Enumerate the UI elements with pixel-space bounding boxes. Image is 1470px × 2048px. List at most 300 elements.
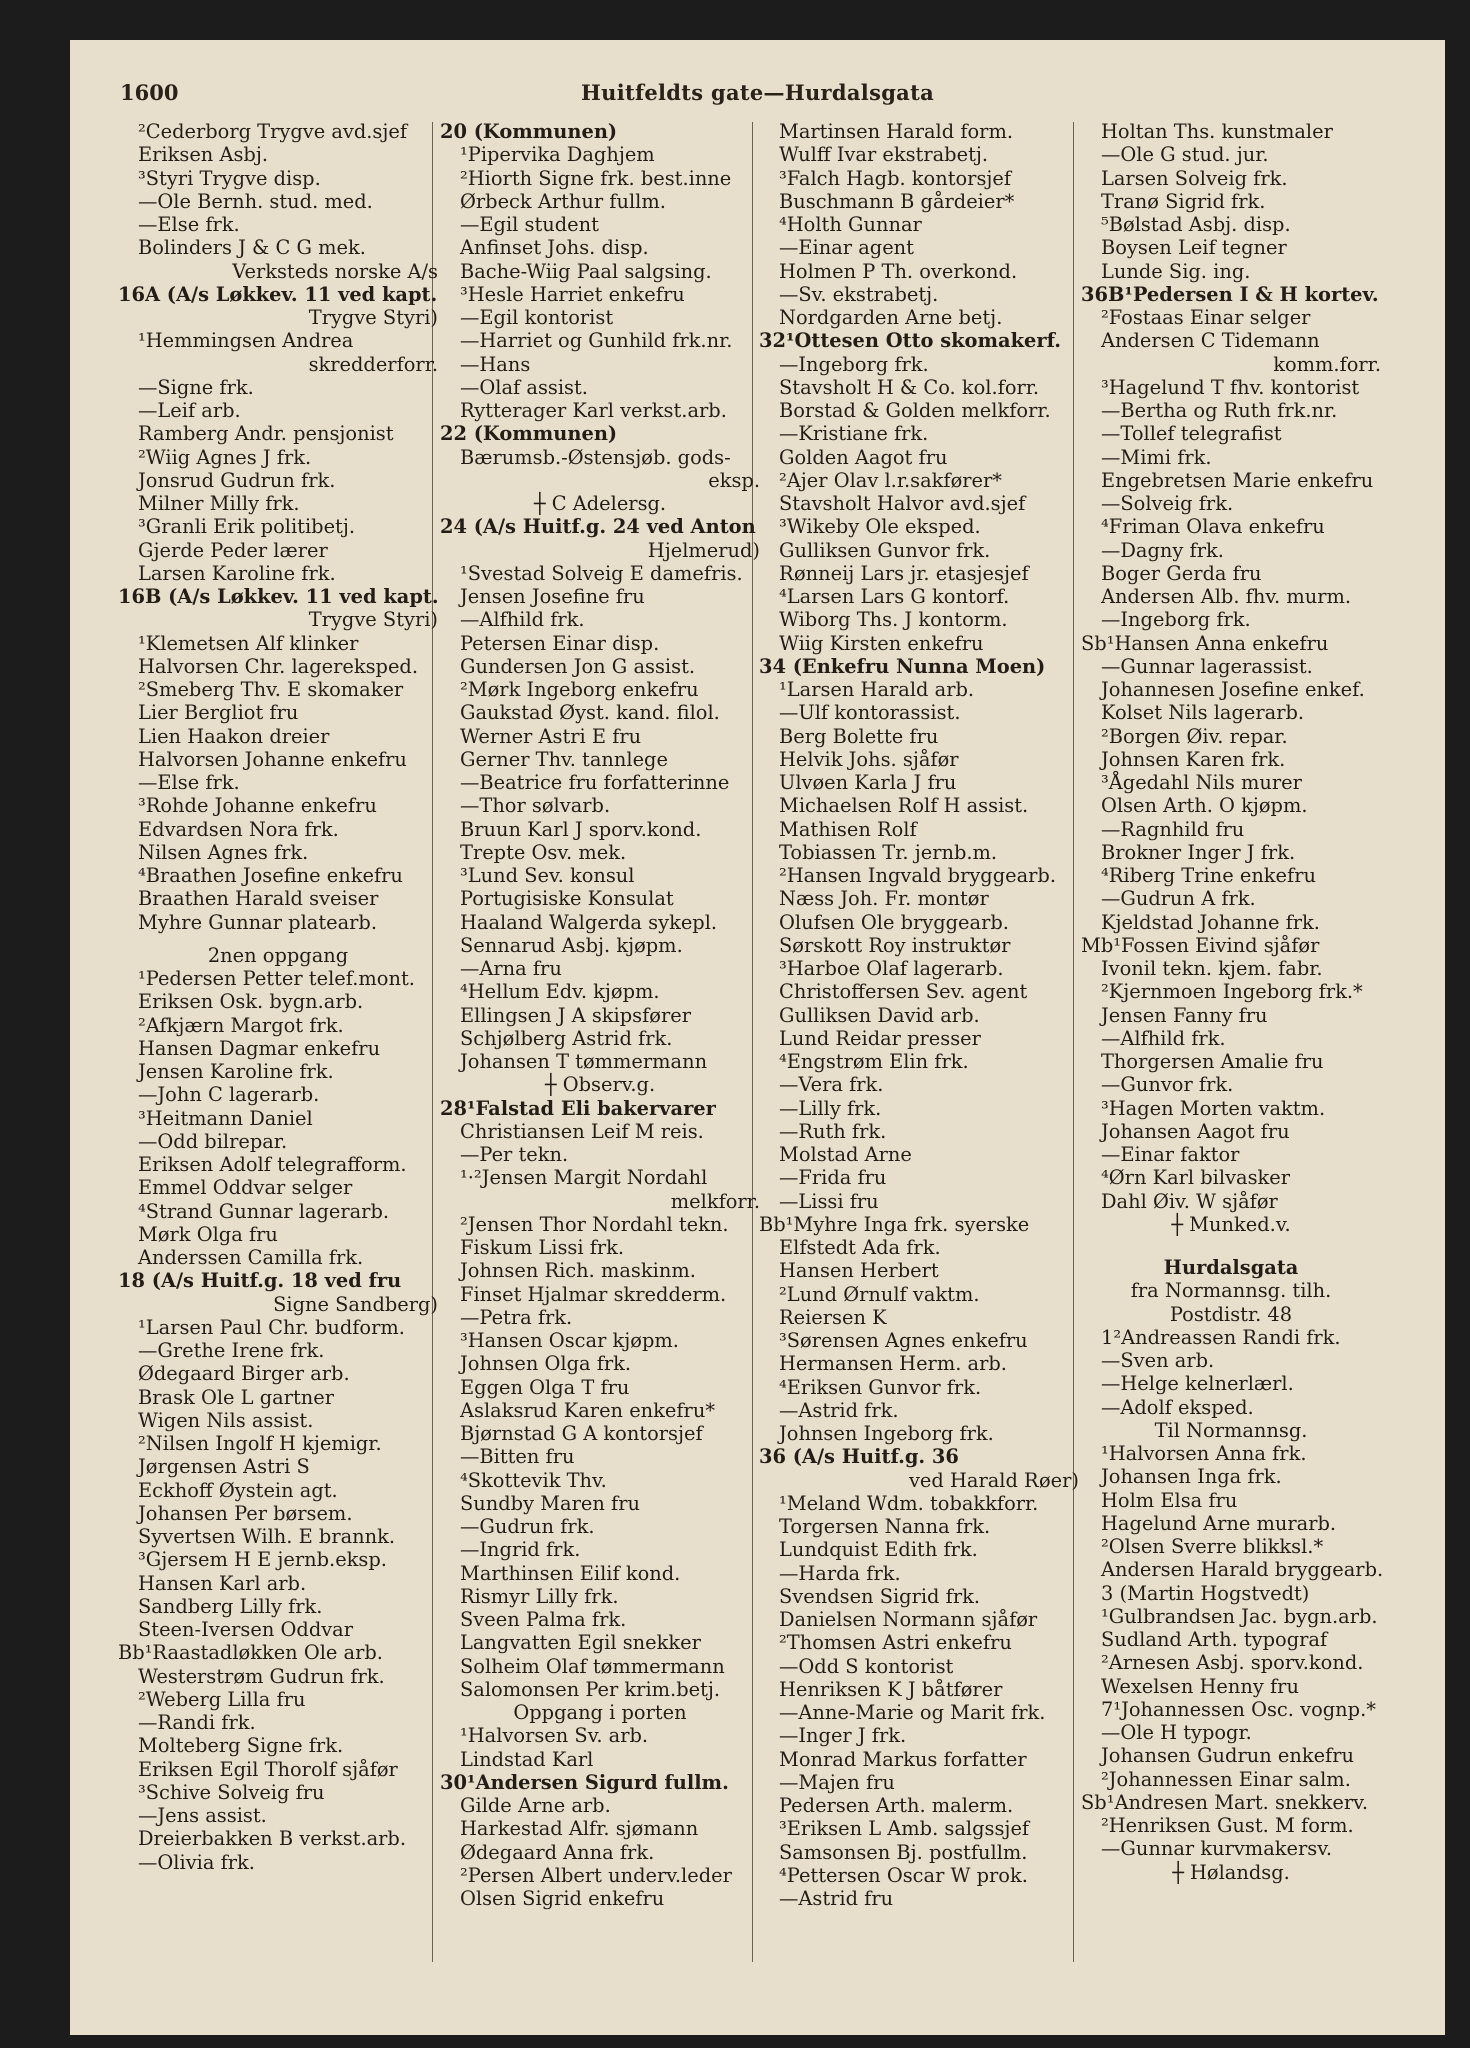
directory-entry: Signe Sandberg)	[273, 1292, 438, 1316]
directory-entry: —Einar faktor	[1101, 1143, 1240, 1166]
directory-entry: Johansen Inga frk.	[1101, 1465, 1282, 1489]
directory-entry: Reiersen K	[779, 1305, 887, 1329]
directory-entry: —Randi frk.	[138, 1711, 256, 1734]
spacer	[1081, 1246, 1381, 1256]
directory-entry: —Jens assist.	[138, 1804, 267, 1827]
directory-entry: Berg Bolette fru	[779, 724, 939, 748]
directory-entry: Westerstrøm Gudrun frk.	[138, 1664, 385, 1688]
directory-entry: ³Schive Solveig fru	[138, 1780, 325, 1804]
directory-entry: Hansen Karl arb.	[138, 1571, 307, 1595]
directory-entry: Hansen Dagmar enkefru	[138, 1036, 381, 1060]
directory-entry: Christoffersen Sev. agent	[779, 980, 1028, 1004]
directory-entry: Anfinset Johs. disp.	[460, 236, 649, 260]
directory-entry: Aslaksrud Karen enkefru*	[460, 1398, 716, 1422]
directory-entry: ⁴Larsen Lars G kontorf.	[779, 585, 1010, 608]
directory-entry: ⁴Engstrøm Elin frk.	[779, 1050, 969, 1073]
directory-entry: —Anne-Marie og Marit frk.	[779, 1701, 1046, 1724]
directory-entry: Lund Reidar presser	[779, 1026, 981, 1050]
directory-entry: —Olivia frk.	[138, 1850, 255, 1874]
directory-entry: Molstad Arne	[779, 1143, 912, 1166]
directory-entry: Danielsen Normann sjåfør	[779, 1608, 1038, 1631]
directory-entry: Olufsen Ole bryggearb.	[779, 910, 1009, 934]
directory-entry: —Sv. ekstrabetj.	[779, 282, 939, 306]
directory-entry: ²Wiig Agnes J frk.	[138, 445, 312, 469]
directory-entry: Trygve Styri)	[308, 306, 438, 329]
directory-entry: Holmen P Th. overkond.	[779, 259, 1018, 283]
directory-entry: Sb¹Hansen Anna enkefru	[1081, 631, 1329, 655]
directory-entry: Oppgang i porten	[513, 1701, 687, 1724]
directory-entry: Larsen Karoline frk.	[138, 561, 336, 585]
directory-entry: Lier Bergliot fru	[138, 701, 299, 725]
directory-entry: —Bitten fru	[460, 1445, 575, 1469]
directory-entry: Stavsholt Halvor avd.sjef	[779, 492, 1026, 515]
directory-entry: Lindstad Karl	[460, 1747, 594, 1771]
directory-entry: Hermansen Herm. arb.	[779, 1352, 1007, 1376]
directory-entry: Brask Ole L gartner	[138, 1385, 334, 1409]
directory-entry: ²Afkjærn Margot frk.	[138, 1013, 344, 1037]
directory-entry: ³Heitmann Daniel	[138, 1106, 313, 1130]
spacer	[118, 934, 438, 944]
directory-entry: ⁴Skottevik Thv.	[460, 1468, 607, 1492]
directory-entry: ¹Larsen Paul Chr. budform.	[138, 1315, 405, 1339]
directory-entry: —Leif arb.	[138, 399, 241, 422]
directory-entry: Henriksen K J båtfører	[779, 1677, 1003, 1701]
directory-entry: ⁴Braathen Josefine enkefru	[138, 864, 403, 887]
directory-entry: ¹Halvorsen Anna frk.	[1101, 1442, 1307, 1465]
directory-entry: —Frida fru	[779, 1166, 887, 1190]
directory-entry: Rismyr Lilly frk.	[460, 1584, 619, 1608]
directory-entry: Wexelsen Henny fru	[1101, 1674, 1299, 1698]
directory-entry: —Ole G stud. jur.	[1101, 143, 1269, 167]
directory-entry: Dahl Øiv. W sjåfør	[1101, 1189, 1278, 1213]
directory-entry: —Lilly frk.	[779, 1096, 882, 1120]
directory-entry: Trygve Styri)	[308, 608, 438, 632]
directory-entry: —Sven arb.	[1101, 1349, 1215, 1372]
directory-entry: fra Normannsg. tilh.	[1130, 1279, 1332, 1303]
directory-entry: Bruun Karl J sporv.kond.	[460, 817, 702, 841]
directory-entry: Ørbeck Arthur fullm.	[460, 189, 666, 213]
directory-entry: 1²Andreassen Randi frk.	[1101, 1325, 1341, 1349]
directory-entry: ¹·²Jensen Margit Nordahl	[460, 1166, 708, 1190]
directory-entry: —Ole Bernh. stud. med.	[138, 189, 373, 213]
directory-entry: Jørgensen Astri S	[138, 1455, 310, 1479]
directory-entry: —Grethe Irene frk.	[138, 1339, 325, 1362]
directory-entry: Lundquist Edith frk.	[779, 1538, 978, 1562]
directory-entry: Andersen Alb. fhv. murm.	[1101, 585, 1352, 608]
directory-entry: Gundersen Jon G assist.	[460, 654, 696, 678]
directory-entry: Kolset Nils lagerarb.	[1101, 701, 1305, 725]
directory-entry: Nordgarden Arne betj.	[779, 306, 1003, 329]
directory-entry: Sveen Palma frk.	[460, 1608, 627, 1631]
directory-entry: Steen-Iversen Oddvar	[138, 1618, 354, 1641]
directory-entry: Sørskott Roy instruktør	[779, 933, 1011, 957]
directory-entry: ¹Svestad Solveig E damefris.	[460, 561, 743, 585]
directory-entry: Christiansen Leif M reis.	[460, 1119, 704, 1143]
directory-entry: Wulff Ivar ekstrabetj.	[779, 143, 989, 167]
directory-entry: Gulliksen David arb.	[779, 1003, 980, 1027]
directory-entry: ²Weberg Lilla fru	[138, 1687, 306, 1711]
directory-entry: Holtan Ths. kunstmaler	[1101, 120, 1333, 143]
directory-entry: 30¹Andersen Sigurd fullm.	[440, 1770, 729, 1794]
directory-entry: Sennarud Asbj. kjøpm.	[460, 933, 683, 957]
directory-entry: Emmel Oddvar selger	[138, 1176, 353, 1200]
directory-entry: Monrad Markus forfatter	[779, 1747, 1027, 1771]
directory-entry: ┼ C Adelersg.	[533, 492, 667, 515]
directory-entry: Eriksen Adolf telegrafform.	[138, 1153, 407, 1176]
directory-entry: ³Harboe Olaf lagerarb.	[779, 957, 1004, 980]
directory-entry: Eriksen Asbj.	[138, 143, 268, 167]
directory-entry: —Gunvor frk.	[1101, 1073, 1234, 1097]
directory-entry: 32¹Ottesen Otto skomakerf.	[759, 329, 1061, 353]
directory-entry: Wiborg Ths. J kontorm.	[779, 608, 1008, 632]
directory-entry: ⁴Friman Olava enkefru	[1101, 515, 1325, 539]
directory-entry: Eckhoff Øystein agt.	[138, 1478, 338, 1502]
directory-entry: Lunde Sig. ing.	[1101, 259, 1251, 283]
directory-entry: —Alfhild frk.	[1101, 1026, 1226, 1050]
directory-entry: Petersen Einar disp.	[460, 631, 660, 655]
directory-entry: Trepte Osv. mek.	[460, 840, 627, 864]
directory-column-2	[440, 120, 760, 1910]
directory-entry: —Helge kelnerlærl.	[1101, 1372, 1294, 1396]
directory-entry: Andersen Harald bryggearb.	[1101, 1558, 1384, 1582]
directory-entry: —Einar agent	[779, 236, 914, 260]
directory-entry: ┼ Observ.g.	[544, 1073, 656, 1097]
directory-entry: ³Hesle Harriet enkefru	[460, 282, 685, 306]
directory-entry: ³Granli Erik politibetj.	[138, 515, 356, 539]
directory-entry: Næss Joh. Fr. montør	[779, 887, 989, 911]
directory-entry: —Inger J frk.	[779, 1724, 907, 1748]
directory-entry: Werner Astri E fru	[460, 724, 642, 748]
directory-entry: Rønneij Lars jr. etasjesjef	[779, 561, 1029, 585]
directory-entry: ²Lund Ørnulf vaktm.	[779, 1282, 980, 1306]
directory-entry: ²Borgen Øiv. repar.	[1101, 724, 1288, 748]
directory-entry: ²Persen Albert underv.leder	[460, 1863, 732, 1887]
directory-entry: —Dagny frk.	[1101, 538, 1224, 562]
directory-entry: —Tollef telegrafist	[1101, 422, 1282, 446]
directory-entry: Ødegaard Birger arb.	[138, 1362, 350, 1386]
directory-entry: Andersen C Tidemann	[1101, 329, 1320, 353]
page-header	[120, 80, 1395, 110]
directory-entry: Bb¹Raastadløkken Ole arb.	[118, 1641, 383, 1665]
directory-entry: Portugisiske Konsulat	[460, 887, 674, 911]
directory-entry: Lien Haakon dreier	[138, 724, 330, 748]
directory-entry: ²Ajer Olav l.r.sakfører*	[779, 468, 1002, 492]
directory-entry: skredderforr.	[308, 352, 438, 376]
directory-entry: ²Mørk Ingeborg enkefru	[460, 678, 699, 701]
directory-entry: Sundby Maren fru	[460, 1491, 640, 1515]
directory-entry: Ulvøen Karla J fru	[779, 771, 957, 794]
directory-entry: Buschmann B gårdeier*	[779, 189, 1015, 213]
directory-entry: ²Nilsen Ingolf H kjemigr.	[138, 1432, 382, 1455]
directory-entry: —Kristiane frk.	[779, 422, 929, 446]
directory-entry: —Ole H typogr.	[1101, 1721, 1252, 1744]
directory-entry: komm.forr.	[1273, 352, 1381, 376]
directory-entry: Ramberg Andr. pensjonist	[138, 422, 394, 446]
directory-entry: ⁴Hellum Edv. kjøpm.	[460, 980, 660, 1004]
directory-entry: Harkestad Alfr. sjømann	[460, 1817, 699, 1841]
directory-entry: Eggen Olga T fru	[460, 1375, 630, 1399]
directory-entry: 20 (Kommunen)	[440, 120, 618, 143]
directory-entry: Johnsen Rich. maskinm.	[460, 1259, 696, 1283]
directory-entry: Samsonsen Bj. postfullm.	[779, 1840, 1028, 1864]
directory-entry: 34 (Enkefru Nunna Moen)	[759, 654, 1046, 678]
directory-entry: Martinsen Harald form.	[779, 120, 1013, 143]
directory-entry: Thorgersen Amalie fru	[1101, 1050, 1324, 1073]
directory-entry: Jonsrud Gudrun frk.	[138, 468, 336, 492]
directory-entry: 16B (A/s Løkkev. 11 ved kapt.	[118, 585, 439, 608]
directory-entry: Ødegaard Anna frk.	[460, 1840, 655, 1864]
directory-entry: Torgersen Nanna frk.	[779, 1515, 991, 1538]
directory-entry: Hansen Herbert	[779, 1259, 939, 1283]
directory-entry: —Arna fru	[460, 957, 562, 980]
directory-entry: Mathisen Rolf	[779, 817, 917, 841]
directory-entry: ³Rohde Johanne enkefru	[138, 794, 377, 818]
directory-entry: ²Jensen Thor Nordahl tekn.	[460, 1212, 729, 1236]
directory-entry: —Lissi fru	[779, 1189, 879, 1213]
directory-entry: —Astrid fru	[779, 1887, 894, 1910]
directory-entry: Boysen Leif tegner	[1101, 236, 1287, 260]
directory-entry: Kjeldstad Johanne frk.	[1101, 910, 1320, 934]
directory-entry: ²Johannessen Einar salm.	[1101, 1767, 1351, 1791]
directory-entry: Ellingsen J A skipsfører	[460, 1003, 691, 1027]
directory-entry: Johansen Aagot fru	[1101, 1119, 1290, 1143]
directory-entry: ┼ Hølandsg.	[1172, 1860, 1290, 1884]
directory-entry: ³Hansen Oscar kjøpm.	[460, 1329, 679, 1352]
directory-entry: —Odd bilrepar.	[138, 1129, 288, 1153]
directory-entry: ⁴Holth Gunnar	[779, 213, 922, 236]
directory-entry: Bærumsb.-Østensjøb. gods-	[460, 445, 731, 469]
directory-entry: Jensen Fanny fru	[1101, 1003, 1268, 1027]
directory-entry: —Vera frk.	[779, 1073, 884, 1097]
directory-entry: —Gunnar kurvmakersv.	[1101, 1837, 1333, 1861]
page-number: 1600	[120, 80, 179, 105]
directory-entry: Larsen Solveig frk.	[1101, 166, 1288, 190]
directory-entry: ³Gjersem H E jernb.eksp.	[138, 1548, 387, 1572]
directory-entry: —Alfhild frk.	[460, 608, 585, 632]
directory-entry: —Odd S kontorist	[779, 1654, 954, 1678]
directory-entry: 22 (Kommunen)	[440, 422, 618, 446]
page-title: Huitfeldts gate—Hurdalsgata	[581, 80, 934, 105]
directory-entry: Johnsen Karen frk.	[1101, 747, 1286, 771]
directory-entry: ²Arnesen Asbj. sporv.kond.	[1101, 1651, 1364, 1675]
directory-entry: Sudland Arth. typograf	[1101, 1628, 1328, 1651]
directory-entry: ¹Meland Wdm. tobakkforr.	[779, 1491, 1039, 1515]
directory-entry: Fiskum Lissi frk.	[460, 1236, 625, 1259]
directory-entry: Brokner Inger J frk.	[1101, 840, 1296, 864]
directory-entry: ¹Larsen Harald arb.	[779, 678, 975, 701]
directory-entry: ³Sørensen Agnes enkefru	[779, 1329, 1028, 1352]
directory-entry: Eriksen Osk. bygn.arb.	[138, 990, 364, 1014]
directory-entry: 28¹Falstad Eli bakervarer	[440, 1096, 716, 1120]
directory-entry: —Ingeborg frk.	[1101, 608, 1251, 632]
directory-entry: ²Hansen Ingvald bryggearb.	[779, 864, 1057, 887]
directory-entry: Bolinders J & C G mek.	[138, 236, 366, 260]
directory-entry: ⁴Riberg Trine enkefru	[1101, 864, 1316, 887]
directory-entry: Boger Gerda fru	[1101, 561, 1262, 585]
directory-entry: ⁴Ørn Karl bilvasker	[1101, 1166, 1291, 1190]
directory-entry: Hjelmerud)	[647, 538, 760, 562]
directory-entry: Johansen Per børsem.	[138, 1501, 353, 1525]
directory-entry: ³Wikeby Ole eksped.	[779, 515, 981, 539]
directory-entry: ³Falch Hagb. kontorsjef	[779, 166, 1012, 190]
directory-entry: ⁵Bølstad Asbj. disp.	[1101, 213, 1291, 236]
directory-entry: —Solveig frk.	[1101, 492, 1234, 515]
directory-entry: ¹Pedersen Petter telef.mont.	[138, 967, 415, 990]
directory-entry: Gulliksen Gunvor frk.	[779, 538, 991, 562]
directory-entry: —Majen fru	[779, 1770, 895, 1794]
directory-entry: Svendsen Sigrid frk.	[779, 1584, 980, 1608]
directory-entry: Halvorsen Johanne enkefru	[138, 747, 407, 771]
directory-entry: Olsen Sigrid enkefru	[460, 1887, 665, 1910]
directory-entry: Molteberg Signe frk.	[138, 1734, 344, 1758]
directory-entry: Bb¹Myhre Inga frk. syerske	[759, 1212, 1030, 1236]
directory-entry: Jensen Josefine fru	[460, 585, 645, 608]
directory-entry: Dreierbakken B verkst.arb.	[138, 1827, 407, 1851]
directory-entry: —Egil kontorist	[460, 306, 614, 329]
directory-column-3	[759, 120, 1079, 1910]
directory-entry: Olsen Arth. O kjøpm.	[1101, 794, 1308, 818]
directory-entry: ²Thomsen Astri enkefru	[779, 1631, 1012, 1655]
directory-entry: ²Fostaas Einar selger	[1101, 306, 1311, 329]
directory-entry: Johansen T tømmermann	[460, 1050, 708, 1073]
directory-entry: —Ingrid frk.	[460, 1538, 581, 1562]
directory-entry: ⁴Pettersen Oscar W prok.	[779, 1863, 1028, 1887]
directory-entry: —Beatrice fru forfatterinne	[460, 771, 730, 794]
directory-entry: Tobiassen Tr. jernb.m.	[779, 840, 998, 864]
directory-entry: Solheim Olaf tømmermann	[460, 1654, 725, 1678]
directory-entry: Holm Elsa fru	[1101, 1488, 1238, 1512]
directory-entry: ²Smeberg Thv. E skomaker	[138, 678, 404, 701]
directory-entry: —Egil student	[460, 213, 599, 236]
directory-entry: 36B¹Pedersen I & H kortev.	[1081, 282, 1379, 306]
directory-entry: —Ingeborg frk.	[779, 352, 929, 376]
directory-entry: ²Henriksen Gust. M form.	[1101, 1814, 1354, 1837]
directory-entry: Finset Hjalmar skredderm.	[460, 1282, 727, 1306]
directory-entry: Mb¹Fossen Eivind sjåfør	[1081, 933, 1320, 957]
directory-entry: Edvardsen Nora frk.	[138, 817, 339, 841]
directory-entry: Schjølberg Astrid frk.	[460, 1026, 673, 1050]
directory-entry: ²Hiorth Signe frk. best.inne	[460, 166, 732, 190]
directory-entry: Gilde Arne arb.	[460, 1794, 611, 1817]
directory-entry: ¹Hemmingsen Andrea	[138, 329, 354, 353]
directory-entry: ²Olsen Sverre blikksl.*	[1101, 1535, 1324, 1558]
directory-page	[70, 40, 1445, 2035]
directory-entry: ³Hagelund T fhv. kontorist	[1101, 375, 1360, 399]
directory-entry: —Hans	[460, 352, 531, 376]
directory-entry: Johnsen Ingeborg frk.	[779, 1422, 994, 1445]
directory-entry: Helvik Johs. sjåfør	[779, 747, 959, 771]
directory-entry: 16A (A/s Løkkev. 11 ved kapt.	[118, 282, 438, 306]
directory-entry: Golden Aagot fru	[779, 445, 948, 469]
directory-entry: Anderssen Camilla frk.	[138, 1246, 364, 1269]
directory-entry: —John C lagerarb.	[138, 1083, 320, 1107]
directory-entry: ¹Halvorsen Sv. arb.	[460, 1724, 649, 1748]
directory-entry: ³Eriksen L Amb. salgssjef	[779, 1817, 1030, 1841]
directory-entry: Myhre Gunnar platearb.	[138, 910, 378, 934]
directory-entry: Syvertsen Wilh. E brannk.	[138, 1525, 396, 1548]
directory-entry: Halvorsen Chr. lagereksped.	[138, 654, 418, 678]
directory-entry: 18 (A/s Huitf.g. 18 ved fru	[118, 1269, 402, 1293]
directory-entry: Gjerde Peder lærer	[138, 538, 328, 562]
directory-entry: eksp.	[708, 468, 760, 492]
directory-entry: Nilsen Agnes frk.	[138, 840, 309, 864]
directory-entry: Stavsholt H & Co. kol.forr.	[779, 375, 1040, 399]
directory-entry: Michaelsen Rolf H assist.	[779, 794, 1029, 818]
directory-entry: ²Kjernmoen Ingeborg frk.*	[1101, 980, 1363, 1004]
directory-entry: Sandberg Lilly frk.	[138, 1594, 323, 1618]
directory-entry: Sb¹Andresen Mart. snekkerv.	[1081, 1790, 1368, 1814]
directory-entry: —Gudrun A frk.	[1101, 887, 1256, 911]
directory-entry: ²Cederborg Trygve avd.sjef	[138, 120, 408, 143]
directory-entry: Bjørnstad G A kontorsjef	[460, 1422, 703, 1445]
directory-entry: —Else frk.	[138, 213, 240, 236]
directory-entry: Engebretsen Marie enkefru	[1101, 468, 1374, 492]
directory-entry: Postdistr. 48	[1169, 1302, 1293, 1326]
directory-entry: 24 (A/s Huitf.g. 24 ved Anton	[440, 515, 756, 539]
directory-entry: —Bertha og Ruth frk.nr.	[1101, 399, 1338, 422]
directory-entry: ³Ågedahl Nils murer	[1101, 771, 1302, 794]
directory-entry: Verksteds norske A/s	[232, 259, 438, 283]
directory-entry: ¹Gulbrandsen Jac. bygn.arb.	[1101, 1604, 1378, 1628]
directory-entry: Salomonsen Per krim.betj.	[460, 1677, 721, 1701]
directory-entry: ³Hagen Morten vaktm.	[1101, 1096, 1326, 1120]
directory-entry: Braathen Harald sveiser	[138, 887, 379, 911]
directory-entry: —Petra frk.	[460, 1305, 573, 1329]
directory-entry: Ivonil tekn. kjem. fabr.	[1101, 957, 1323, 980]
directory-entry: melkforr.	[670, 1189, 760, 1213]
directory-entry: —Astrid frk.	[779, 1398, 899, 1422]
directory-column-4	[1081, 120, 1384, 1884]
directory-entry: —Signe frk.	[138, 375, 254, 399]
directory-entry: ¹Klemetsen Alf klinker	[138, 631, 359, 655]
directory-entry: Eriksen Egil Thorolf sjåfør	[138, 1757, 398, 1781]
directory-entry: Milner Milly frk.	[138, 492, 300, 515]
spacer	[1081, 1236, 1381, 1246]
directory-entry: Gaukstad Øyst. kand. filol.	[460, 701, 720, 725]
directory-entry: Pedersen Arth. malerm.	[779, 1794, 1014, 1817]
directory-entry: ¹Pipervika Daghjem	[460, 143, 655, 167]
directory-entry: ³Lund Sev. konsul	[460, 864, 635, 887]
directory-entry: Johannesen Josefine enkef.	[1101, 678, 1365, 701]
directory-entry: 36 (A/s Huitf.g. 36	[759, 1445, 959, 1469]
directory-entry: Gerner Thv. tannlege	[460, 747, 668, 771]
directory-entry: Wigen Nils assist.	[138, 1408, 314, 1432]
directory-entry: 3 (Martin Hogstvedt)	[1101, 1581, 1310, 1605]
directory-entry: —Olaf assist.	[460, 375, 588, 399]
directory-entry: —Ulf kontorassist.	[779, 701, 961, 725]
directory-entry: —Adolf eksped.	[1101, 1395, 1254, 1419]
directory-entry: Hurdalsgata	[1163, 1256, 1299, 1279]
directory-entry: Wiig Kirsten enkefru	[779, 631, 984, 655]
directory-entry: —Gunnar lagerassist.	[1101, 654, 1313, 678]
directory-entry: Hagelund Arne murarb.	[1101, 1511, 1337, 1535]
directory-entry: —Else frk.	[138, 771, 240, 794]
directory-entry: —Thor sølvarb.	[460, 794, 611, 818]
directory-entry: Jensen Karoline frk.	[138, 1060, 334, 1083]
directory-entry: —Per tekn.	[460, 1143, 569, 1166]
directory-entry: Marthinsen Eilif kond.	[460, 1561, 681, 1585]
directory-entry: 2nen oppgang	[207, 943, 349, 967]
directory-entry: 7¹Johannessen Osc. vognp.*	[1101, 1697, 1376, 1721]
directory-entry: ved Harald Røer)	[908, 1468, 1079, 1492]
directory-column-1	[118, 120, 438, 1874]
directory-entry: Mørk Olga fru	[138, 1222, 278, 1246]
directory-entry: Tranø Sigrid frk.	[1101, 189, 1266, 213]
directory-entry: Langvatten Egil snekker	[460, 1631, 701, 1655]
directory-entry: Borstad & Golden melkforr.	[779, 399, 1051, 422]
directory-entry: Rytterager Karl verkst.arb.	[460, 399, 727, 422]
directory-entry: —Ragnhild fru	[1101, 817, 1245, 841]
